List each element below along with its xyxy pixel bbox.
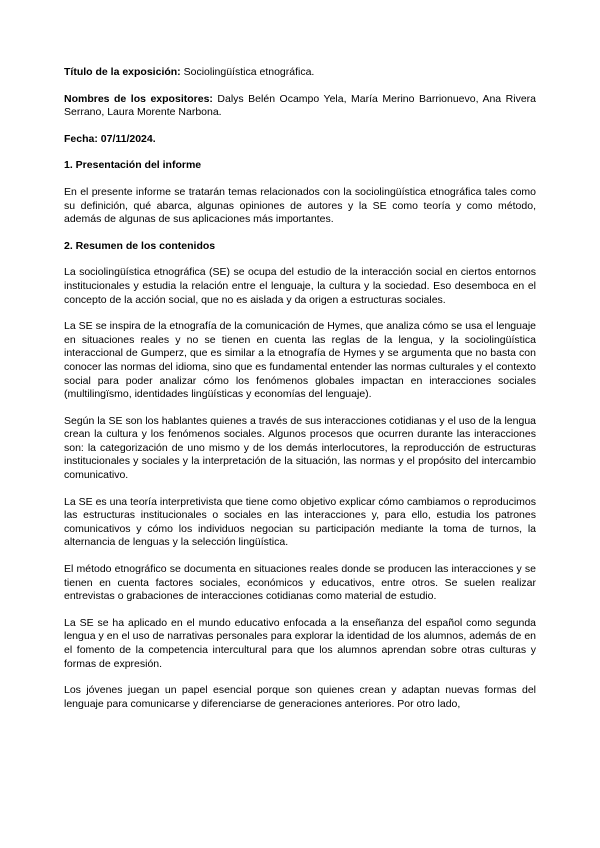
section-2-paragraph-1: La sociolingüística etnográfica (SE) se ocupa del estudio de la interacción social en ciertos entornos institucionales y estudia la relación entre el lenguaje, la cultura y la sociedad. Eso desemboca en el concepto de la acción social, que no es aislada y da origen a estructuras sociales.	[64, 266, 536, 306]
section-2-paragraph-3: Según la SE son los hablantes quienes a través de sus interacciones cotidianas y el uso de la lengua crean la cultura y los fenómenos sociales. Algunos procesos que ocurren durante las interacciones son: la categorización de uno mismo y de los demás interlocutores, la reproducción de estructuras institucionales y sociales y la interpretación de la situación, las normas y el propósito del intercambio comunicativo.	[64, 414, 536, 482]
doc-title-line	[64, 66, 536, 80]
section-2-heading: 2. Resumen de los contenidos	[64, 239, 216, 252]
doc-authors-line	[64, 93, 536, 120]
section-2-paragraph-4: La SE es una teoría interpretivista que tiene como objetivo explicar cómo cambiamos o reproducimos las estructuras institucionales o sociales en las interacciones y, para ello, estudia los patrones comunicativos y cómo los individuos negocian su participación mediante la toma de turnos, la alternancia de lenguas y la selección lingüística.	[64, 495, 536, 549]
doc-date-line: Fecha: 07/11/2024.	[64, 132, 156, 145]
section-2-paragraph-7: Los jóvenes juegan un papel esencial porque son quienes crean y adaptan nuevas formas del lenguaje para comunicarse y diferenciarse de generaciones anteriores. Por otro lado,	[64, 684, 536, 710]
section-1-heading: 1. Presentación del informe	[64, 159, 202, 172]
section-2-paragraph-5: El método etnográfico se documenta en situaciones reales donde se producen las interacciones y se tienen en cuenta factores sociales, económicos y educativos, entre otros. Se suelen realizar entrevistas o grabaciones de interacciones cotidianas como material de estudio.	[64, 563, 536, 603]
doc-title-value: Sociolingüística etnográfica.	[180, 66, 315, 78]
doc-authors-label: Nombres de los expositores:	[64, 92, 213, 105]
section-2-paragraph-2: La SE se inspira de la etnografía de la comunicación de Hymes, que analiza cómo se usa el lenguaje en situaciones reales y no se tienen en cuenta las reglas de la lengua, y la sociolingüística interaccional de Gumperz, que es similar a la etnografía de Hymes y se argumenta que no basta con conocer las normas del idioma, sino que es fundamental entender las normas culturales y el contexto social para poder analizar cómo los fenómenos globales impactan en interacciones sociales (multilingïsmo, identidades lingüísticas y economías del lenguaje).	[64, 320, 536, 401]
section-1-paragraph-1: En el presente informe se tratarán temas relacionados con la sociolingüística etnográfica tales como su definición, qué abarca, algunas opiniones de autores y la SE como teoría y como método, además de algunas de sus aplicaciones más importantes.	[64, 185, 536, 226]
section-2-paragraph-6: La SE se ha aplicado en el mundo educativo enfocada a la enseñanza del español como segunda lengua y en el uso de narrativas personales para explorar la identidad de los alumnos, además de en el fomento de la competencia intercultural para que los alumnos aprendan sobre otras culturas y formas de expresión.	[64, 616, 536, 670]
doc-title-label: Título de la exposición:	[64, 66, 181, 78]
doc-authors-value: Dalys Belén Ocampo Yela, María Merino Barrionuevo, Ana Rivera Serrano, Laura Morente Narbona.	[64, 92, 536, 119]
